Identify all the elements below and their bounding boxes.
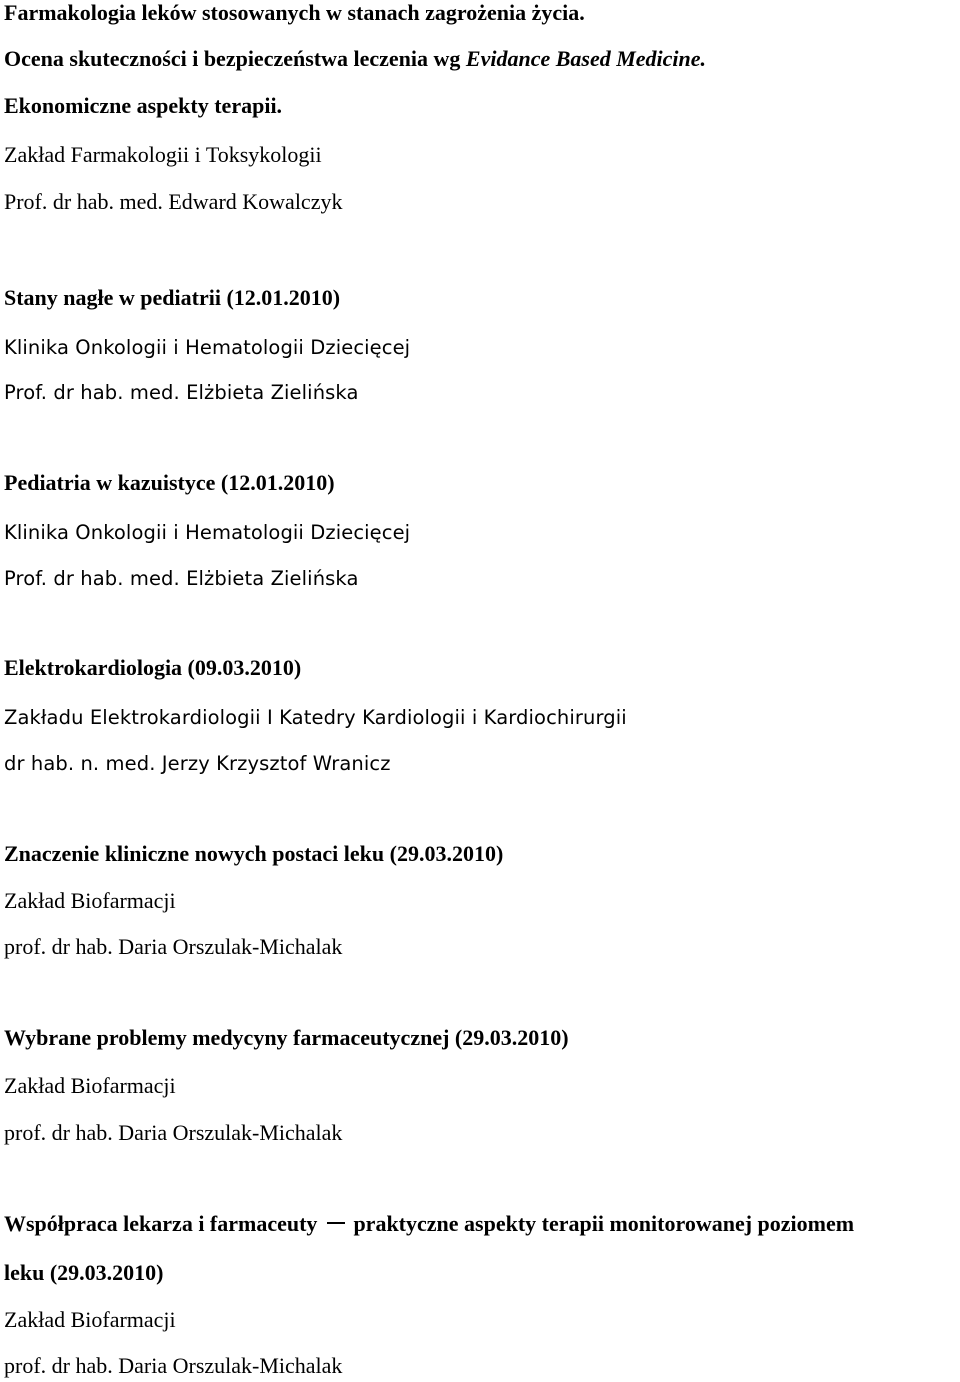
course-title-part-2: praktyczne aspekty terapii monitorowanej poziomem	[353, 1211, 855, 1236]
lecturer: dr hab. n. med. Jerzy Krzysztof Wranicz	[4, 752, 391, 775]
course-title-line-2: leku (29.03.2010)	[4, 1260, 164, 1285]
department: Zakład Biofarmacji	[4, 1307, 176, 1332]
course-title-part-1: Współpraca lekarza i farmaceuty	[4, 1211, 318, 1236]
department: Zakład Farmakologii i Toksykologii	[4, 142, 322, 167]
lecturer: prof. dr hab. Daria Orszulak-Michalak	[4, 1353, 343, 1378]
lecturer: prof. dr hab. Daria Orszulak-Michalak	[4, 1120, 343, 1145]
course-title-line-3: Ekonomiczne aspekty terapii.	[4, 93, 283, 118]
course-title: Znaczenie kliniczne nowych postaci leku (29.03.2010)	[4, 841, 504, 866]
course-title: Pediatria w kazuistyce (12.01.2010)	[4, 470, 335, 495]
course-title-line-1	[4, 1211, 854, 1237]
department: Klinika Onkologii i Hematologii Dziecięcej	[4, 336, 411, 359]
department: Zakład Biofarmacji	[4, 888, 176, 913]
course-title: Wybrane problemy medycyny farmaceutycznej (29.03.2010)	[4, 1025, 569, 1050]
dash-separator	[327, 1222, 345, 1224]
lecturer: Prof. dr hab. med. Elżbieta Zielińska	[4, 381, 359, 404]
course-title-line-1: Farmakologia leków stosowanych w stanach zagrożenia życia.	[4, 0, 585, 25]
course-title-line-2	[4, 46, 706, 72]
lecturer: Prof. dr hab. med. Edward Kowalczyk	[4, 189, 343, 214]
lecturer: prof. dr hab. Daria Orszulak-Michalak	[4, 934, 343, 959]
course-title: Elektrokardiologia (09.03.2010)	[4, 655, 302, 680]
department: Zakład Biofarmacji	[4, 1073, 176, 1098]
lecturer: Prof. dr hab. med. Elżbieta Zielińska	[4, 567, 359, 590]
department: Zakładu Elektrokardiologii I Katedry Kardiologii i Kardiochirurgii	[4, 706, 627, 729]
course-title-line-2-text: Ocena skuteczności i bezpieczeństwa leczenia wg	[4, 46, 466, 71]
course-title: Stany nagłe w pediatrii (12.01.2010)	[4, 285, 341, 310]
course-title-line-2-italic: Evidance Based Medicine.	[465, 46, 707, 71]
department: Klinika Onkologii i Hematologii Dziecięcej	[4, 521, 411, 544]
